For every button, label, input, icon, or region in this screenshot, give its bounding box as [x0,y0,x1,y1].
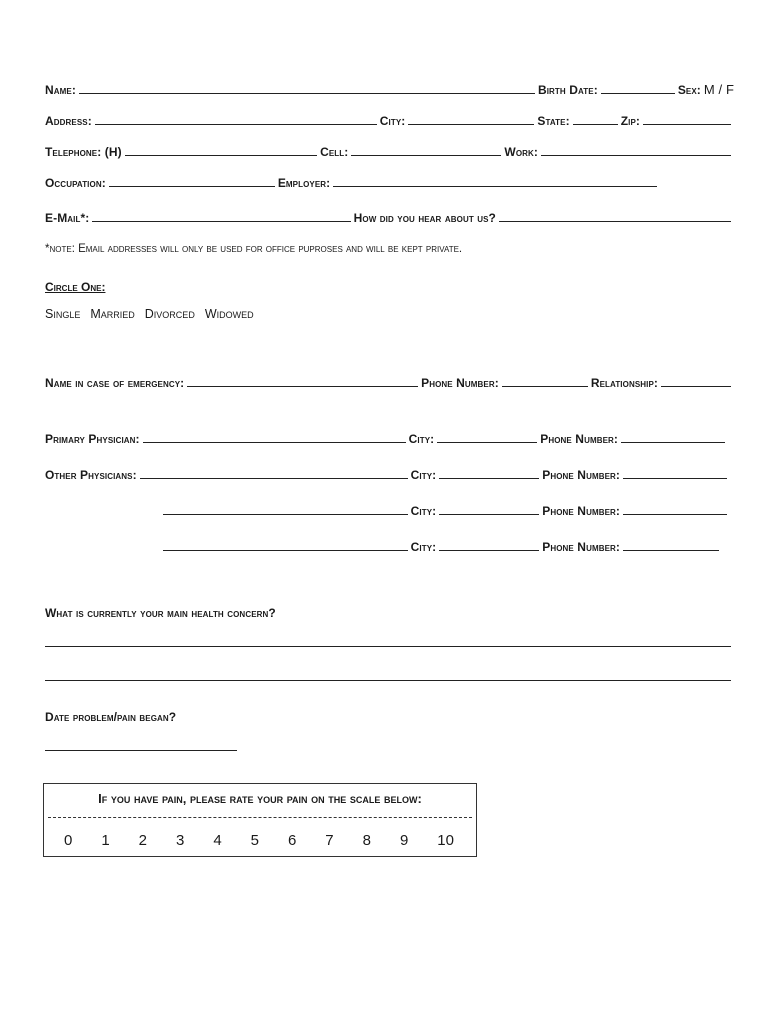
pain-value[interactable]: 7 [325,832,334,849]
pain-value[interactable]: 8 [362,832,371,849]
option-widowed[interactable]: Widowed [204,307,254,321]
other-physician-field-3[interactable] [163,538,408,551]
other-phone-label-1: Phone Number: [542,468,620,482]
other-physician-row-1 [45,462,730,482]
pain-value[interactable]: 9 [399,832,409,849]
cell-field[interactable] [351,143,501,156]
hear-about-label: How did you hear about us? [353,211,496,225]
city-field[interactable] [408,112,534,125]
cell-label: Cell: [320,145,349,159]
other-physician-field-1[interactable] [140,466,408,479]
health-concern-question: What is currently your main health concern? [45,606,276,620]
other-city-label-2: City: [410,504,437,518]
pain-value[interactable]: 3 [175,832,185,849]
hear-about-field[interactable] [499,209,731,222]
occupation-field[interactable] [109,174,275,187]
pain-scale-box [43,783,477,857]
address-label: Address: [45,114,92,128]
other-phone-label-2: Phone Number: [542,504,620,518]
primary-phone-label: Phone Number: [540,432,618,446]
name-label: Name: [45,83,76,97]
name-row [45,77,734,97]
name-field[interactable] [79,81,535,94]
primary-physician-field[interactable] [143,430,406,443]
city-label: City: [379,114,406,128]
other-phone-field-2[interactable] [623,502,727,515]
birth-date-field[interactable] [601,81,675,94]
pain-scale-title: If you have pain, please rate your pain on the scale below: [98,791,422,806]
telephone-row [45,139,734,159]
other-physician-row-2 [163,498,730,518]
emergency-name-label: Name in case of emergency: [45,376,185,390]
problem-date-row [45,704,734,724]
primary-physician-row [45,426,728,446]
sex-options[interactable]: M / F [703,82,734,97]
employer-label: Employer: [277,176,331,190]
state-label: State: [537,114,570,128]
other-physicians-label: Other Physicians: [45,468,137,482]
option-divorced[interactable]: Divorced [144,307,195,321]
marital-status-options [45,307,254,321]
problem-date-field[interactable] [45,750,237,751]
other-phone-field-1[interactable] [623,466,727,479]
primary-city-field[interactable] [437,430,537,443]
emergency-row [45,370,734,390]
email-field[interactable] [92,209,350,222]
option-married[interactable]: Married [90,307,135,321]
other-phone-field-3[interactable] [623,538,719,551]
primary-phone-field[interactable] [621,430,725,443]
employer-field[interactable] [333,174,657,187]
relationship-label: Relationship: [590,376,658,390]
pain-value[interactable]: 2 [138,832,147,849]
other-physician-row-3 [163,534,722,554]
pain-value[interactable]: 6 [287,832,297,849]
state-field[interactable] [573,112,618,125]
health-concern-row [45,600,734,620]
zip-field[interactable] [643,112,731,125]
primary-city-label: City: [408,432,435,446]
emergency-phone-field[interactable] [502,374,588,387]
other-city-label-3: City: [410,540,437,554]
telephone-field[interactable] [125,143,317,156]
pain-value[interactable]: 10 [437,832,454,849]
relationship-field[interactable] [661,374,731,387]
other-city-field-2[interactable] [439,502,539,515]
telephone-label: Telephone: (H) [45,145,122,159]
other-physician-field-2[interactable] [163,502,408,515]
other-city-label-1: City: [410,468,437,482]
pain-value[interactable]: 0 [64,832,73,849]
primary-physician-label: Primary Physician: [45,432,140,446]
option-single[interactable]: Single [45,307,81,321]
other-phone-label-3: Phone Number: [542,540,620,554]
address-row [45,108,734,128]
health-concern-line-2[interactable] [45,680,731,681]
zip-label: Zip: [620,114,640,128]
work-label: Work: [504,145,538,159]
health-concern-line-1[interactable] [45,646,731,647]
pain-scale-divider [48,817,472,818]
address-field[interactable] [95,112,377,125]
pain-value[interactable]: 5 [250,832,259,849]
email-note: *note: Email addresses will only be used for office puproses and will be kept private. [45,243,463,255]
email-row [45,205,734,225]
email-label: E-Mail*: [45,211,90,225]
pain-value[interactable]: 1 [101,832,110,849]
problem-date-question: Date problem/pain began? [45,710,177,724]
circle-one-heading: Circle One: [45,280,106,294]
work-field[interactable] [541,143,731,156]
pain-scale-values [64,832,454,849]
other-city-field-1[interactable] [439,466,539,479]
occupation-row [45,170,660,190]
birth-date-label: Birth Date: [537,83,598,97]
emergency-name-field[interactable] [187,374,418,387]
occupation-label: Occupation: [45,176,106,190]
sex-label: Sex: [677,83,701,97]
other-city-field-3[interactable] [439,538,539,551]
pain-value[interactable]: 4 [213,832,222,849]
emergency-phone-label: Phone Number: [421,376,499,390]
